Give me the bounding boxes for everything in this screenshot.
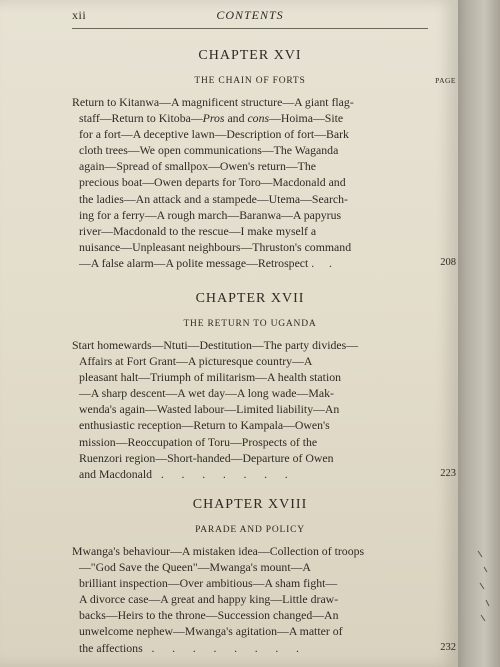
chapter-heading: CHAPTER XVI <box>198 48 302 63</box>
summary-line: —"God Save the Queen"—Mwanga's mount—A <box>79 560 311 575</box>
summary-line-last <box>72 466 456 482</box>
summary-line: ing for a ferry—A rough march—Baranwa—A papyrus <box>79 207 342 222</box>
page-column-label: PAGE <box>435 76 456 85</box>
summary-line: the ladies—An attack and a stampede—Utema—Search- <box>79 191 348 206</box>
page-number: 232 <box>440 641 456 653</box>
chapter-heading: CHAPTER XVII <box>195 291 305 306</box>
chapter-summary <box>72 94 456 271</box>
summary-line: nuisance—Unpleasant neighbours—Thruston's command <box>79 239 352 254</box>
summary-line: river—Macdonald to the rescue—I make myself a <box>79 223 317 238</box>
page-folio: xii <box>72 8 87 22</box>
summary-line: enthusiastic reception—Return to Kampala—Owen's <box>79 418 330 433</box>
summary-line: Ruenzori region—Short-handed—Departure of Owen <box>79 450 334 465</box>
adjacent-page-marks <box>472 545 496 625</box>
summary-line: Return to Kitanwa—A magnificent structure—A giant flag- <box>72 95 354 109</box>
summary-text: and Macdonald <box>79 466 153 481</box>
summary-line: wenda's again—Wasted labour—Limited liability—An <box>79 402 340 417</box>
page-number: 223 <box>440 467 456 479</box>
page-number: 208 <box>440 256 456 268</box>
summary-line: again—Spread of smallpox—Owen's return—The <box>79 159 317 174</box>
leader-dots: . . <box>308 255 332 270</box>
leader-dots: . . . . . . . . <box>142 640 299 655</box>
summary-line: brilliant inspection—Over ambitious—A sham fight— <box>79 576 338 591</box>
summary-italic-text: Pros <box>202 111 225 126</box>
summary-line: backs—Heirs to the throne—Succession changed—An <box>79 608 339 623</box>
summary-text: staff—Return to Kitoba— <box>79 111 203 126</box>
summary-line-last <box>72 255 456 271</box>
chapter-subtitle: THE RETURN TO UGANDA <box>183 319 317 329</box>
summary-italic-text: cons <box>247 111 270 126</box>
chapter-summary <box>72 337 456 482</box>
summary-text: —A false alarm—A polite message—Retrospect <box>79 255 309 270</box>
summary-line: precious boat—Owen departs for Toro—Macdonald and <box>79 175 346 190</box>
summary-text: —Hoima—Site <box>269 111 344 126</box>
chapter-xviii-entry <box>72 497 456 656</box>
chapter-subtitle: PARADE AND POLICY <box>195 525 305 535</box>
leader-dots: . . . . . . . <box>152 466 288 481</box>
chapter-xvii-entry <box>72 291 456 482</box>
running-title: CONTENTS <box>216 8 284 22</box>
summary-line: —A sharp descent—A wet day—A long wade—Mak- <box>79 386 334 401</box>
summary-text: the affections <box>79 640 143 655</box>
summary-line: A divorce case—A great and happy king—Little draw- <box>79 592 339 607</box>
summary-line: unwelcome nephew—Mwanga's agitation—A matter of <box>79 624 343 639</box>
page-header <box>72 8 428 26</box>
summary-line-last <box>72 640 456 656</box>
chapter-summary <box>72 543 456 656</box>
summary-line: pleasant halt—Triumph of militarism—A health station <box>79 370 342 385</box>
summary-line: mission—Reoccupation of Toru—Prospects of the <box>79 434 318 449</box>
summary-line: Mwanga's behaviour—A mistaken idea—Collection of troops <box>72 544 365 558</box>
chapter-heading: CHAPTER XVIII <box>192 497 308 512</box>
chapter-subtitle: THE CHAIN OF FORTS <box>194 76 306 86</box>
chapter-xvi-entry <box>72 48 456 271</box>
summary-text: and <box>224 111 248 126</box>
summary-line: Affairs at Fort Grant—A picturesque country—A <box>79 354 313 369</box>
summary-line: Start homewards—Ntuti—Destitution—The party divides— <box>72 338 359 352</box>
summary-line: cloth trees—We open communications—The Waganda <box>79 143 339 158</box>
summary-line <box>72 110 428 126</box>
summary-line: for a fort—A deceptive lawn—Description of fort—Bark <box>79 127 349 142</box>
header-rule <box>72 28 428 29</box>
